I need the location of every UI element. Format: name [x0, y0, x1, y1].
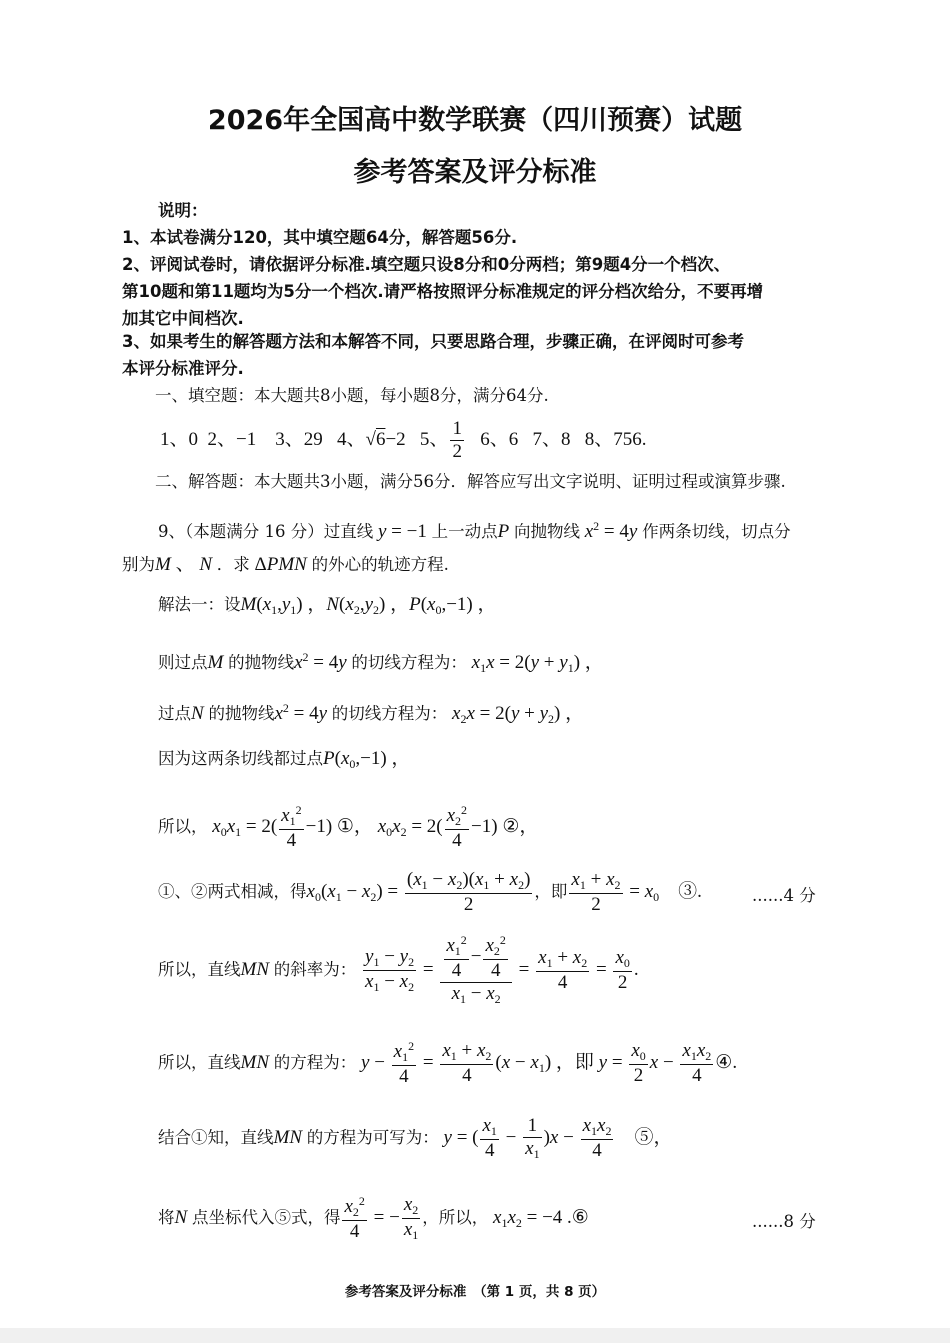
note-3b: 本评分标准评分.: [122, 359, 244, 378]
note-1: 1、本试卷满分120，其中填空题64分，解答题56分.: [122, 228, 518, 247]
score-8: ......8 分: [752, 1212, 816, 1231]
equation-MN: 所以，直线MN 的方程为： y − $\frac{x_1^2}{4}$ = $\frac{x_1 + x_2}{4}$ $(x - x_1)$ ，即 y = $\frac{x_0}{2}$ x − $\frac{x_1x_2}{4}$ ④.: [158, 1038, 738, 1087]
notes-heading: 说明：: [158, 201, 208, 220]
answer-1: 1、0: [160, 429, 199, 450]
answer-3: 3、29: [275, 429, 323, 450]
answer-6: 6、6: [480, 429, 519, 450]
answer-4-rest: −2: [385, 429, 406, 450]
equations-1-2: 所以， $x_0x_1 = 2$( $\frac{x_1^2}{4}$ −1) ①， $x_0x_2 = 2$( $\frac{x_2^2}{4}$ −1) ②，: [158, 802, 539, 851]
note-3a: 3、如果考生的解答题方法和本解答不同，只要思路合理，步骤正确，在评阅时可参考: [122, 332, 744, 351]
page-subtitle: 参考答案及评分标准: [353, 157, 597, 188]
answer-4-sqrt: 6: [375, 429, 386, 450]
section2-heading: 二、解答题：本大题共3小题，满分56分．解答应写出文字说明、证明过程或演算步骤.: [155, 472, 786, 491]
slope-MN: 所以，直线MN 的斜率为： $\frac{y_1 - y_2}{x_1 - x_2}$ = $\frac{x_1^2}{4}$ − $\frac{x_2^2}{4}$ $x_1 - x_2$ = $\frac{x_1 + x_2}{4}$ = $\frac{x_0}{2}$ .: [158, 933, 639, 1007]
problem9-line2: 别为M 、 N ．求 ΔPMN 的外心的轨迹方程.: [122, 554, 449, 575]
note-2c: 加其它中间档次.: [122, 309, 244, 328]
answer-2: 2、−1: [207, 429, 257, 450]
note-2b: 第10题和第11题均为5分一个档次.请严格按照评分标准规定的评分档次给分，不要再增: [122, 282, 764, 301]
note-2a: 2、评阅试卷时，请依据评分标准.填空题只设8分和0分两档；第9题4分一个档次、: [122, 255, 731, 274]
both-pass-P: 因为这两条切线都过点$P(x_0,-1)$ ，: [158, 748, 411, 771]
problem9-line1: 9、（本题满分 16 分）过直线 y = −1 上一动点P 向抛物线 $x^2 = 4y$ 作两条切线，切点分: [158, 519, 791, 542]
bottom-band: [0, 1328, 950, 1343]
tangent-line-M: 则过点M 的抛物线$x^2 = 4y$ 的切线方程为： $x_1x = 2(y + y_1)$ ，: [158, 650, 604, 675]
fill-in-answers: 1、0 2、−1 3、29 4、√6−2 5、 $\frac{1}{2}$ 6、6 7、8 8、756.: [160, 418, 647, 463]
solution-intro: 解法一：设$M(x_1,y_1)$ ，$N(x_2,y_2)$ ，$P(x_0,-1)$ ，: [158, 594, 497, 617]
answer-5-label: 5、: [419, 429, 449, 450]
substitute-N: 将N 点坐标代入⑤式，得 $\frac{x_2^2}{4}$ = − $\frac{x_2}{x_1}$ ，所以， $x_1x_2 = -4$ .⑥: [158, 1193, 589, 1243]
combined-equation: 结合①知，直线MN 的方程为可写为： y = ( $\frac{x_1}{4}$ − $\frac{1}{x_1}$ )x − $\frac{x_1x_2}{4}$ ⑤，: [158, 1115, 673, 1162]
page-footer: 参考答案及评分标准 （第 1 页，共 8 页）: [344, 1284, 606, 1300]
answer-5-fraction: $\frac{1}{2}$: [452, 418, 462, 463]
score-4: ......4 分: [752, 886, 816, 905]
answer-7: 7、8: [532, 429, 571, 450]
section1-heading: 一、填空题：本大题共8小题，每小题8分，满分64分.: [155, 386, 549, 405]
tangent-line-N: 过点N 的抛物线$x^2 = 4y$ 的切线方程为： $x_2x = 2(y + y_2)$ ，: [158, 701, 585, 726]
answer-4-label: 4、: [337, 429, 366, 450]
page-title: 2026年全国高中数学联赛（四川预赛）试题: [207, 105, 743, 136]
answer-8: 8、756.: [584, 429, 647, 450]
subtract-equations: ①、②两式相减，得$x_0(x_1 - x_2)$ = $\frac{(x_1 - x_2)(x_1 + x_2)}{2}$ ，即 $\frac{x_1 + x_2}{2}$ = $x_0$ ③.: [158, 869, 702, 916]
